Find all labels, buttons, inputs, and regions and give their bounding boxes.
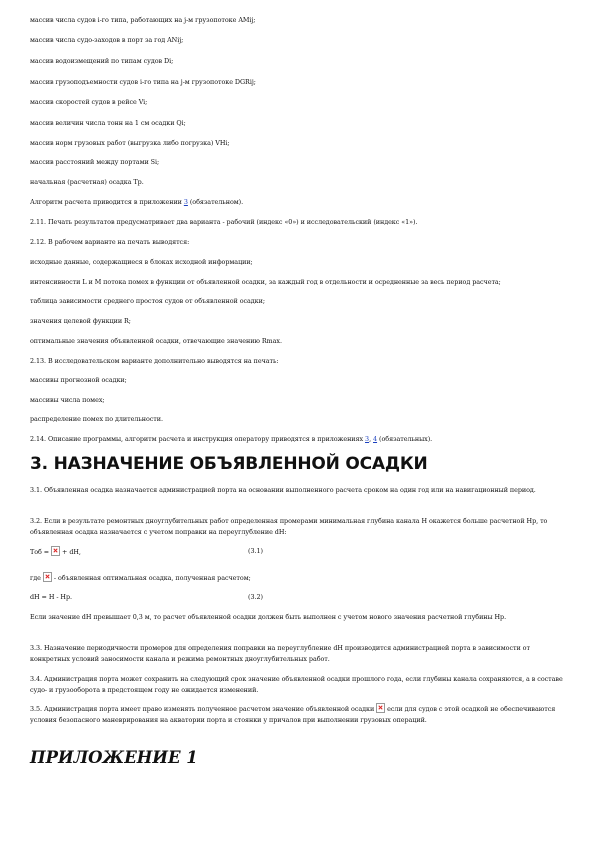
list-item: значения целевой функции R; <box>30 317 131 325</box>
list-item: массив норм грузовых работ (выгрузка либо погрузка) VHi; <box>30 139 230 147</box>
list-item: оптимальные значения объявленной осадки, отвечающие значению Rmax. <box>30 337 282 345</box>
where-clause: где - объявленная оптимальная осадка, полученная расчетом; <box>30 574 251 582</box>
list-item: исходные данные, содержащиеся в блоках исходной информации; <box>30 258 253 266</box>
appendix-4-link[interactable]: 4 <box>373 435 378 443</box>
broken-image-icon <box>376 703 385 713</box>
list-item: массив водоизмещений по типам судов Di; <box>30 57 174 65</box>
equation-number: (3.2) <box>248 593 263 601</box>
list-item: распределение помех по длительности. <box>30 415 163 423</box>
list-item: массив числа судов i-го типа, работающих на j-м грузопотоке AMij; <box>30 16 256 24</box>
broken-image-icon <box>51 546 60 556</box>
list-item: интенсивности L и M потока помех в функции от объявленной осадки, за каждый год в отдельности и осредненные за весь период расчета; <box>30 278 501 286</box>
list-item: массив грузоподъемности судов i-го типа на j-м грузопотоке DGRij; <box>30 78 256 86</box>
paragraph-2-13: 2.13. В исследовательском варианте дополнительно выводятся на печать: <box>30 357 279 365</box>
list-item: массив числа судо-заходов в порт за год ANij; <box>30 36 184 44</box>
list-item: массивы прогнозной осадки; <box>30 376 127 384</box>
equation-number: (3.1) <box>248 547 263 555</box>
list-item: массив величин числа тонн на 1 см осадки Qi; <box>30 119 186 127</box>
section-3-heading: 3. НАЗНАЧЕНИЕ ОБЪЯВЛЕННОЙ ОСАДКИ <box>30 454 428 474</box>
paragraph-note: Если значение dH превышает 0,3 м, то расчет объявленной осадки должен быть выполнен с учетом нового значения расчетной глубины Hр. <box>30 613 507 621</box>
paragraph-3-2: 3.2. Если в результате ремонтных дноуглубительных работ определенная промерами минимальная глубина канала H окажется больше расчетной Hр, то объявленная осадка назначается с учетом поправки на переуглубление dH: <box>30 517 548 536</box>
appendix-3-link[interactable]: 3 <box>183 198 188 206</box>
paragraph-3-4: 3.4. Администрация порта может сохранить на следующий срок значение объявленной осадки прошлого года, если глубины канала сохраняются, а в составе судо- и грузооборота в предстоящем году не ожидается изменений. <box>30 675 563 694</box>
broken-image-icon <box>43 572 52 582</box>
list-item: массив расстояний между портами Si; <box>30 158 160 166</box>
paragraph-3-5: 3.5. Администрация порта имеет право изменять полученное расчетом значение объявленной осадки если для судов с этой осадкой не обеспечиваются условия безопасного маневрирования на акватории порта и стоянки у причалов при выполнении грузовых операций. <box>30 705 556 724</box>
list-item: массивы числа помех; <box>30 396 105 404</box>
paragraph-2-14: 2.14. Описание программы, алгоритм расчета и инструкция оператору приводятся в приложениях 3, 4 (обязательных). <box>30 435 433 443</box>
appendix-3-link[interactable]: 3 <box>365 435 370 443</box>
list-item: таблица зависимости среднего простоя судов от объявленной осадки; <box>30 297 265 305</box>
list-item: массив скоростей судов в рейсе Vi; <box>30 98 148 106</box>
appendix-1-heading: ПРИЛОЖЕНИЕ 1 <box>30 748 198 767</box>
paragraph-2-12: 2.12. В рабочем варианте на печать выводятся: <box>30 238 190 246</box>
equation-3-1: Тоб = + dH, (3.1) <box>30 547 263 556</box>
paragraph-algorithm: Алгоритм расчета приводится в приложении 3 (обязательном). <box>30 198 244 206</box>
list-item: начальная (расчетная) осадка Tр. <box>30 178 144 186</box>
paragraph-3-3: 3.3. Назначение периодичности промеров для определения поправки на переуглубление dH производится администрацией порта в зависимости от конкретных условий заносимости канала и режима ремонтных дноуглубительных работ. <box>30 644 530 663</box>
equation-3-2: dH = H - Hр. (3.2) <box>30 593 263 601</box>
paragraph-2-11: 2.11. Печать результатов предусматривает два варианта - рабочий (индекс «0») и исследовательский (индекс «1»). <box>30 218 418 226</box>
paragraph-3-1: 3.1. Объявленная осадка назначается администрацией порта на основании выполненного расчета сроком на один год или на навигационный период. <box>30 486 536 494</box>
